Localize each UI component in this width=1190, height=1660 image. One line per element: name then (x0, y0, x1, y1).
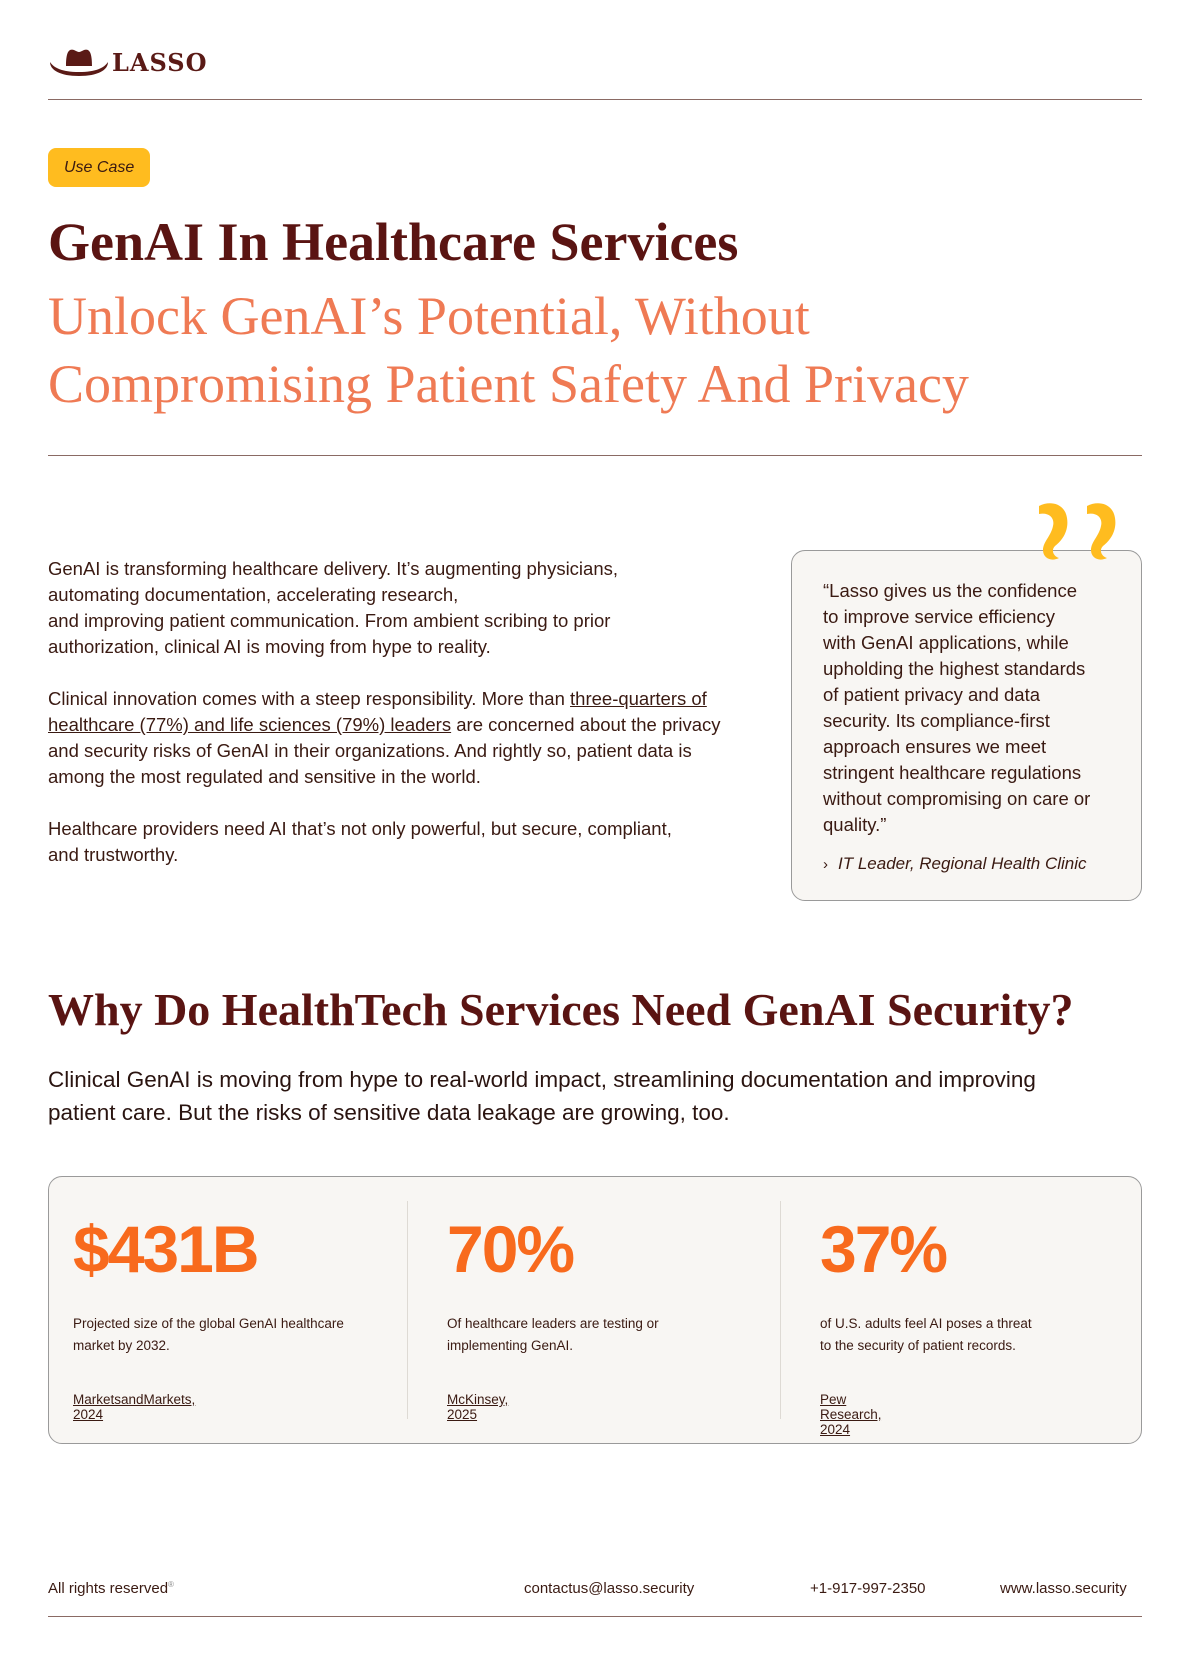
text-line: Healthcare providers need AI that’s not only powerful, but secure, compliant, (48, 818, 672, 839)
desc-line: implementing GenAI. (447, 1338, 574, 1353)
text-line: among the most regulated and sensitive in the world. (48, 766, 481, 787)
attribution-text: IT Leader, Regional Health Clinic (838, 854, 1087, 873)
quote-line: security. Its compliance-first (823, 710, 1050, 731)
text-line: GenAI is transforming healthcare delivery. It’s augmenting physicians, (48, 558, 619, 579)
quote-line: “Lasso gives us the confidence (823, 580, 1078, 601)
quote-line: upholding the highest standards (823, 658, 1086, 679)
testimonial-card (791, 550, 1142, 901)
text-line: authorization, clinical AI is moving from hype to reality. (48, 636, 491, 657)
lead-line: Clinical GenAI is moving from hype to real-world impact, streamlining documentation and improving (48, 1067, 1036, 1092)
stat-divider (407, 1201, 408, 1419)
stat-source-link[interactable]: MarketsandMarkets, 2024 (73, 1392, 196, 1422)
desc-line: of U.S. adults feel AI poses a threat (820, 1316, 1032, 1331)
quote-line: to improve service efficiency (823, 606, 1056, 627)
footer-phone-link[interactable]: +1-917-997-2350 (810, 1580, 926, 1597)
section-divider (48, 455, 1142, 456)
desc-line: Projected size of the global GenAI healthcare (73, 1316, 344, 1331)
page-title: GenAI In Healthcare Services (48, 212, 739, 272)
text-line: Clinical innovation comes with a steep responsibility. More than (48, 688, 571, 709)
quote-marks-icon (1035, 500, 1135, 578)
text-line: automating documentation, accelerating research, (48, 584, 459, 605)
stat-value: 37% (820, 1212, 947, 1286)
text-line: are concerned about the privacy (451, 714, 721, 735)
footer-website-link[interactable]: www.lasso.security (1000, 1580, 1127, 1597)
chevron-right-icon: › (823, 855, 828, 873)
cowboy-hat-icon (48, 44, 110, 80)
testimonial-attribution (823, 854, 1113, 874)
brand-name: LASSO (112, 47, 208, 77)
stat-description (820, 1313, 1120, 1357)
lead-line: patient care. But the risks of sensitive data leakage are growing, too. (48, 1100, 730, 1125)
subtitle-line: Unlock GenAI’s Potential, Without (48, 286, 810, 346)
use-case-badge: Use Case (48, 148, 150, 187)
intro-paragraph-3 (48, 816, 768, 868)
stat-source-link[interactable]: McKinsey, 2025 (447, 1392, 509, 1422)
section-lead (48, 1063, 1108, 1129)
quote-line: quality.” (823, 814, 887, 835)
stat-value: 70% (447, 1212, 574, 1286)
survey-link[interactable]: three-quarters of (570, 688, 707, 709)
text-line: and improving patient communication. From ambient scribing to prior (48, 610, 611, 631)
section-heading: Why Do HealthTech Services Need GenAI Security? (48, 984, 1074, 1035)
stat-source-link[interactable]: Pew Research, 2024 (820, 1392, 882, 1437)
quote-line: with GenAI applications, while (823, 632, 1069, 653)
stat-value: $431B (73, 1212, 258, 1286)
footer-email-link[interactable]: contactus@lasso.security (524, 1580, 695, 1597)
text-line: and security risks of GenAI in their organizations. And rightly so, patient data is (48, 740, 692, 761)
page-header (48, 40, 1142, 100)
quote-line: of patient privacy and data (823, 684, 1041, 705)
registered-mark: ® (168, 1580, 174, 1589)
survey-link[interactable]: healthcare (77%) and life sciences (79%) leaders (48, 714, 452, 735)
desc-line: Of healthcare leaders are testing or (447, 1316, 659, 1331)
rights-text: All rights reserved (48, 1580, 169, 1597)
desc-line: market by 2032. (73, 1338, 170, 1353)
stat-description (73, 1313, 373, 1357)
stats-card (48, 1176, 1142, 1444)
intro-paragraph-1 (48, 556, 768, 660)
intro-text (48, 556, 768, 894)
quote-line: approach ensures we meet (823, 736, 1047, 757)
text-line: and trustworthy. (48, 844, 179, 865)
page-footer (48, 1572, 1142, 1617)
quote-line: without compromising on care or (823, 788, 1091, 809)
intro-paragraph-2 (48, 686, 768, 790)
page-subtitle (48, 282, 1148, 418)
stat-description (447, 1313, 747, 1357)
subtitle-line: Compromising Patient Safety And Privacy (48, 354, 969, 414)
testimonial-quote (823, 578, 1113, 838)
brand-logo (48, 44, 208, 80)
desc-line: to the security of patient records. (820, 1338, 1016, 1353)
quote-line: stringent healthcare regulations (823, 762, 1082, 783)
copyright-notice (48, 1580, 174, 1597)
stat-divider (780, 1201, 781, 1419)
